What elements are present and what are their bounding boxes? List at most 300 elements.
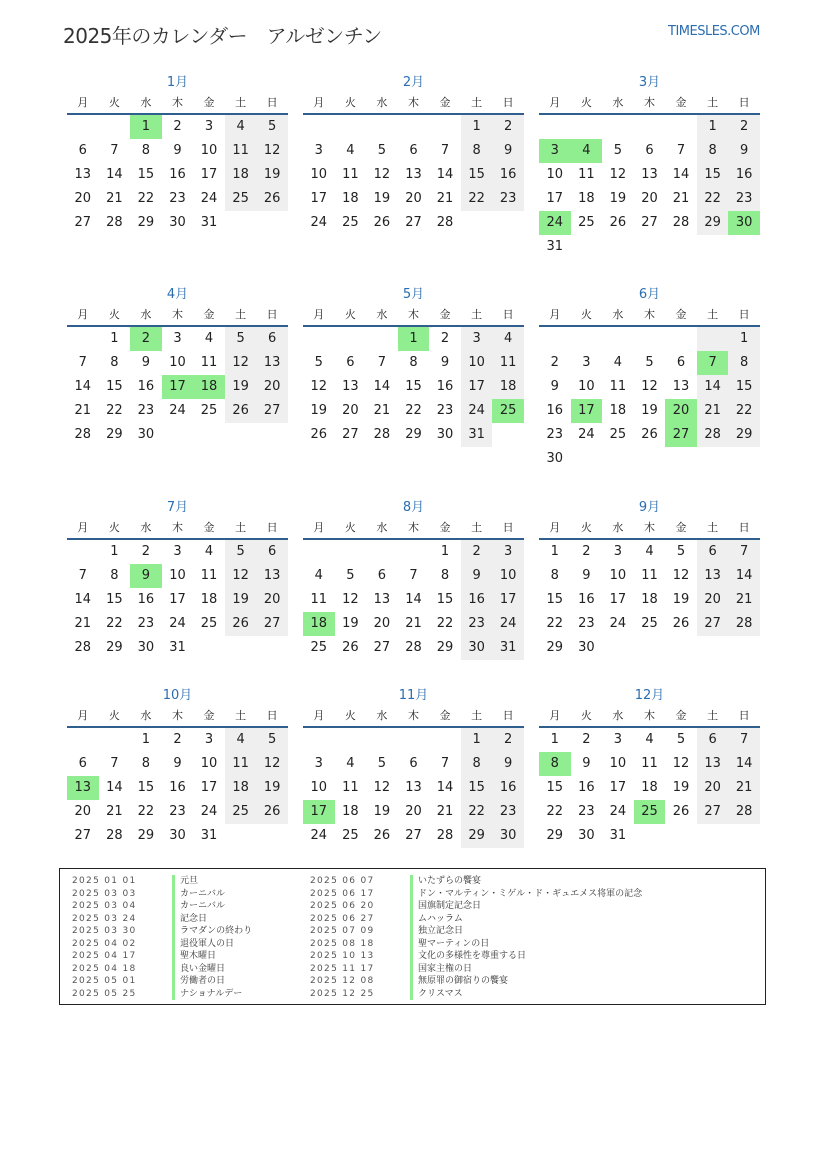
day-cell: 30 xyxy=(578,828,595,843)
weekday-label: 木 xyxy=(171,96,183,109)
holiday-date: 2025 08 18 xyxy=(310,938,375,949)
day-cell: 16 xyxy=(169,780,186,795)
weekday-label: 金 xyxy=(203,709,215,722)
day-cell: 12 xyxy=(225,564,257,588)
day-cell: 13 xyxy=(256,351,288,375)
empty-cell xyxy=(335,540,367,564)
day-cell: 28 xyxy=(373,427,391,442)
day-cell: 5 xyxy=(377,143,387,158)
empty-cell xyxy=(398,728,430,752)
weekday-label: 木 xyxy=(407,709,419,722)
day-cell: 15 xyxy=(697,163,729,187)
day-cell: 19 xyxy=(310,403,328,418)
holiday-list xyxy=(59,868,766,1005)
month-calendar xyxy=(303,285,524,447)
month-name: 7月 xyxy=(166,500,189,515)
holiday-row xyxy=(310,988,642,1001)
day-cell: 11 xyxy=(342,167,359,182)
day-cell: 11 xyxy=(492,351,524,375)
holiday-date: 2025 01 01 xyxy=(72,876,137,886)
day-cell: 3 xyxy=(492,540,524,564)
weekday-label: 日 xyxy=(738,709,750,722)
day-cell: 31 xyxy=(169,640,186,655)
holiday-row xyxy=(310,925,642,938)
day-cell: 22 xyxy=(436,616,454,631)
day-cell: 18 xyxy=(492,375,524,399)
day-cell: 10 xyxy=(609,568,627,583)
weekday-label: 金 xyxy=(675,521,687,534)
weekday-header xyxy=(67,93,288,115)
empty-cell xyxy=(366,540,398,564)
day-cell: 10 xyxy=(310,780,328,795)
weekday-label: 木 xyxy=(643,709,655,722)
holiday-date: 2025 07 09 xyxy=(310,926,375,936)
weekday-label: 火 xyxy=(344,96,356,109)
weekday-label: 日 xyxy=(266,709,278,722)
day-cell: 26 xyxy=(225,399,257,423)
day-cell: 21 xyxy=(728,776,760,800)
day-cell: 16 xyxy=(436,379,454,394)
weekday-header xyxy=(539,305,760,327)
day-grid xyxy=(67,327,288,447)
day-cell: 20 xyxy=(256,375,288,399)
day-cell: 8 xyxy=(141,756,151,771)
weekday-label: 日 xyxy=(502,308,514,321)
month-calendar xyxy=(67,73,288,235)
day-cell: 8 xyxy=(697,139,729,163)
empty-cell xyxy=(398,115,430,139)
empty-cell xyxy=(303,728,335,752)
day-cell: 17 xyxy=(492,588,524,612)
day-cell: 19 xyxy=(641,403,658,418)
empty-cell xyxy=(303,540,335,564)
day-cell: 28 xyxy=(728,612,760,636)
holiday-row xyxy=(310,950,642,963)
holiday-date: 2025 06 17 xyxy=(310,888,375,899)
month-name: 4月 xyxy=(166,287,189,302)
empty-cell xyxy=(697,327,729,351)
weekday-label: 火 xyxy=(108,709,120,722)
page-title: 2025年のカレンダー アルゼンチン xyxy=(63,24,382,48)
day-cell: 6 xyxy=(377,568,387,583)
day-cell: 20 xyxy=(641,191,658,206)
day-cell: 7 xyxy=(110,756,119,771)
day-cell: 11 xyxy=(310,592,328,607)
empty-cell xyxy=(634,235,666,259)
weekday-header xyxy=(539,518,760,540)
day-cell: 8 xyxy=(110,568,119,583)
day-cell: 30 xyxy=(578,640,595,655)
empty-cell xyxy=(602,636,634,660)
day-cell: 6 xyxy=(78,143,87,158)
day-cell: 24 xyxy=(609,616,627,631)
day-cell: 31 xyxy=(546,239,564,254)
weekday-label: 水 xyxy=(376,308,388,321)
weekday-label: 月 xyxy=(313,308,325,321)
day-cell: 16 xyxy=(137,379,155,394)
weekday-label: 土 xyxy=(707,521,719,534)
month-calendar xyxy=(67,686,288,848)
day-cell: 22 xyxy=(546,804,564,819)
holiday-row xyxy=(310,900,642,913)
day-cell: 28 xyxy=(405,640,422,655)
day-cell: 17 xyxy=(609,780,627,795)
day-cell: 9 xyxy=(582,756,591,771)
day-cell: 2 xyxy=(141,544,151,559)
day-cell: 29 xyxy=(546,640,564,655)
day-cell: 3 xyxy=(204,119,214,134)
day-cell: 26 xyxy=(672,616,690,631)
day-cell: 4 xyxy=(613,355,623,370)
weekday-label: 日 xyxy=(266,308,278,321)
day-cell: 27 xyxy=(405,215,422,230)
holiday-name: 国家主権の日 xyxy=(410,963,472,976)
month-name: 5月 xyxy=(402,287,425,302)
day-cell: 17 xyxy=(546,191,564,206)
weekday-label: 土 xyxy=(471,709,483,722)
weekday-label: 月 xyxy=(77,96,89,109)
day-cell: 9 xyxy=(173,143,182,158)
day-cell: 6 xyxy=(409,143,418,158)
day-cell: 10 xyxy=(609,756,627,771)
month-name: 8月 xyxy=(402,500,425,515)
day-cell: 3 xyxy=(204,732,214,747)
empty-cell xyxy=(335,115,367,139)
day-cell: 1 xyxy=(728,327,760,351)
weekday-label: 火 xyxy=(344,308,356,321)
month-name: 6月 xyxy=(638,287,661,302)
day-cell: 11 xyxy=(641,756,658,771)
weekday-label: 金 xyxy=(675,96,687,109)
day-cell: 31 xyxy=(609,828,627,843)
weekday-label: 日 xyxy=(502,709,514,722)
day-cell: 11 xyxy=(225,752,257,776)
weekday-label: 火 xyxy=(580,709,592,722)
day-cell: 2 xyxy=(461,540,493,564)
weekday-label: 月 xyxy=(77,308,89,321)
day-cell: 14 xyxy=(106,780,123,795)
day-cell: 17 xyxy=(571,399,603,423)
holiday-row xyxy=(72,900,252,913)
day-cell: 30 xyxy=(169,828,186,843)
month-calendar xyxy=(67,285,288,447)
day-cell: 26 xyxy=(342,640,359,655)
day-cell: 6 xyxy=(697,540,729,564)
day-cell: 6 xyxy=(676,355,686,370)
day-cell: 27 xyxy=(697,800,729,824)
day-cell: 19 xyxy=(672,592,690,607)
day-cell: 27 xyxy=(256,612,288,636)
empty-cell xyxy=(697,235,729,259)
day-cell: 20 xyxy=(373,616,391,631)
weekday-label: 水 xyxy=(376,96,388,109)
holiday-name: 退役軍人の日 xyxy=(172,938,234,951)
weekday-label: 月 xyxy=(549,308,561,321)
day-cell: 2 xyxy=(492,115,524,139)
day-cell: 15 xyxy=(436,592,454,607)
month-name: 12月 xyxy=(634,688,665,703)
day-cell: 4 xyxy=(314,568,323,583)
holiday-name: ナショナルデー xyxy=(172,988,242,1001)
day-cell: 7 xyxy=(728,728,760,752)
day-cell: 29 xyxy=(728,423,760,447)
day-cell: 2 xyxy=(582,732,591,747)
day-cell: 9 xyxy=(130,564,162,588)
day-cell: 18 xyxy=(641,592,658,607)
holiday-date: 2025 03 04 xyxy=(72,901,137,911)
day-cell: 22 xyxy=(405,403,422,418)
day-cell: 27 xyxy=(665,423,697,447)
weekday-label: 月 xyxy=(77,521,89,534)
empty-cell xyxy=(634,327,666,351)
weekday-label: 火 xyxy=(108,521,120,534)
day-cell: 10 xyxy=(169,568,186,583)
weekday-label: 金 xyxy=(203,521,215,534)
day-grid xyxy=(67,728,288,848)
day-cell: 14 xyxy=(728,752,760,776)
day-cell: 29 xyxy=(137,215,155,230)
day-cell: 15 xyxy=(461,163,493,187)
holiday-name: 無原罪の御宿りの饗宴 xyxy=(410,975,508,988)
day-cell: 30 xyxy=(169,215,186,230)
day-cell: 26 xyxy=(256,800,288,824)
day-cell: 24 xyxy=(200,804,218,819)
empty-cell xyxy=(366,327,398,351)
weekday-header xyxy=(303,706,524,728)
empty-cell xyxy=(697,447,729,471)
weekday-header xyxy=(67,706,288,728)
holiday-date: 2025 06 20 xyxy=(310,901,375,911)
day-cell: 4 xyxy=(204,331,214,346)
day-cell: 2 xyxy=(550,355,559,370)
month-calendar xyxy=(67,498,288,660)
day-cell: 30 xyxy=(436,427,454,442)
holiday-name: 元旦 xyxy=(172,875,198,888)
holiday-date: 2025 04 18 xyxy=(72,963,137,974)
day-cell: 3 xyxy=(582,355,591,370)
day-cell: 21 xyxy=(672,191,690,206)
weekday-label: 土 xyxy=(235,521,247,534)
day-cell: 29 xyxy=(106,640,123,655)
empty-cell xyxy=(728,636,760,660)
empty-cell xyxy=(67,327,99,351)
day-cell: 23 xyxy=(728,187,760,211)
weekday-label: 日 xyxy=(266,521,278,534)
day-cell: 7 xyxy=(728,540,760,564)
day-cell: 1 xyxy=(550,544,559,559)
day-cell: 12 xyxy=(342,592,359,607)
day-cell: 19 xyxy=(373,804,391,819)
day-grid xyxy=(539,327,760,471)
weekday-label: 木 xyxy=(171,308,183,321)
month-name: 10月 xyxy=(162,688,193,703)
weekday-label: 日 xyxy=(738,96,750,109)
day-cell: 23 xyxy=(461,612,493,636)
holiday-name: ドン・マルティン・ミゲル・ド・ギュエメス将軍の記念 xyxy=(410,888,642,901)
holiday-row xyxy=(72,963,252,976)
weekday-header xyxy=(303,93,524,115)
weekday-label: 日 xyxy=(266,96,278,109)
weekday-label: 日 xyxy=(502,96,514,109)
empty-cell xyxy=(539,115,571,139)
day-cell: 22 xyxy=(106,403,123,418)
day-cell: 2 xyxy=(173,732,182,747)
site-link[interactable]: TIMESLES.COM xyxy=(668,24,760,39)
day-cell: 1 xyxy=(398,327,430,351)
day-cell: 10 xyxy=(200,756,218,771)
weekday-label: 火 xyxy=(344,709,356,722)
day-cell: 9 xyxy=(492,139,524,163)
day-cell: 4 xyxy=(225,728,257,752)
day-cell: 5 xyxy=(314,355,323,370)
weekday-label: 金 xyxy=(439,308,451,321)
day-cell: 4 xyxy=(346,143,355,158)
day-cell: 9 xyxy=(461,564,493,588)
day-cell: 25 xyxy=(342,215,359,230)
holiday-date: 2025 10 13 xyxy=(310,951,375,961)
day-cell: 25 xyxy=(492,399,524,423)
day-grid xyxy=(303,728,524,848)
day-cell: 28 xyxy=(728,800,760,824)
day-cell: 26 xyxy=(373,828,391,843)
day-cell: 4 xyxy=(346,756,355,771)
empty-cell xyxy=(225,636,257,660)
day-cell: 25 xyxy=(641,616,658,631)
month-calendar xyxy=(539,686,760,848)
day-cell: 11 xyxy=(609,379,627,394)
day-cell: 6 xyxy=(409,756,418,771)
day-cell: 20 xyxy=(342,403,359,418)
day-cell: 21 xyxy=(728,588,760,612)
day-cell: 29 xyxy=(697,211,729,235)
day-cell: 19 xyxy=(342,616,359,631)
day-cell: 26 xyxy=(641,427,658,442)
weekday-label: 木 xyxy=(171,709,183,722)
weekday-label: 木 xyxy=(643,521,655,534)
holiday-row xyxy=(310,938,642,951)
day-cell: 9 xyxy=(728,139,760,163)
empty-cell xyxy=(665,327,697,351)
weekday-header xyxy=(67,305,288,327)
empty-cell xyxy=(571,447,603,471)
day-cell: 16 xyxy=(492,776,524,800)
day-cell: 18 xyxy=(641,780,658,795)
day-cell: 13 xyxy=(342,379,359,394)
day-cell: 13 xyxy=(67,776,99,800)
day-cell: 24 xyxy=(169,616,186,631)
empty-cell xyxy=(303,327,335,351)
holiday-list-right xyxy=(310,875,642,1000)
empty-cell xyxy=(492,211,524,235)
empty-cell xyxy=(492,423,524,447)
weekday-header xyxy=(539,706,760,728)
day-cell: 2 xyxy=(440,331,450,346)
day-cell: 4 xyxy=(645,732,654,747)
day-cell: 26 xyxy=(373,215,391,230)
day-cell: 20 xyxy=(665,399,697,423)
day-cell: 5 xyxy=(346,568,355,583)
day-cell: 22 xyxy=(461,187,493,211)
weekday-label: 日 xyxy=(738,308,750,321)
day-cell: 25 xyxy=(225,187,257,211)
day-cell: 26 xyxy=(310,427,328,442)
day-cell: 1 xyxy=(461,115,493,139)
day-cell: 21 xyxy=(373,403,391,418)
month-calendar xyxy=(539,73,760,259)
weekday-label: 土 xyxy=(707,308,719,321)
day-grid xyxy=(539,540,760,660)
day-cell: 14 xyxy=(672,167,690,182)
empty-cell xyxy=(665,636,697,660)
day-cell: 7 xyxy=(78,355,87,370)
day-cell: 11 xyxy=(342,780,359,795)
weekday-label: 金 xyxy=(203,308,215,321)
day-cell: 21 xyxy=(106,191,123,206)
holiday-date: 2025 11 17 xyxy=(310,963,375,974)
holiday-row xyxy=(72,875,252,888)
holiday-name: 聖木曜日 xyxy=(172,950,216,963)
day-cell: 28 xyxy=(436,215,454,230)
day-cell: 8 xyxy=(110,355,119,370)
holiday-name: カーニバル xyxy=(172,888,225,901)
day-cell: 20 xyxy=(405,191,422,206)
empty-cell xyxy=(398,540,430,564)
day-cell: 22 xyxy=(137,191,155,206)
day-cell: 1 xyxy=(110,331,119,346)
day-cell: 1 xyxy=(697,115,729,139)
weekday-label: 水 xyxy=(140,709,152,722)
day-cell: 30 xyxy=(492,824,524,848)
weekday-label: 木 xyxy=(643,96,655,109)
day-cell: 25 xyxy=(200,403,218,418)
day-cell: 12 xyxy=(609,167,627,182)
day-cell: 29 xyxy=(137,828,155,843)
day-cell: 14 xyxy=(74,592,92,607)
day-cell: 14 xyxy=(436,167,454,182)
empty-cell xyxy=(225,423,257,447)
day-cell: 27 xyxy=(697,612,729,636)
empty-cell xyxy=(225,211,257,235)
empty-cell xyxy=(256,824,288,848)
day-cell: 23 xyxy=(492,187,524,211)
day-cell: 23 xyxy=(546,427,564,442)
day-cell: 8 xyxy=(550,568,559,583)
day-cell: 7 xyxy=(440,143,450,158)
weekday-label: 月 xyxy=(77,709,89,722)
day-cell: 19 xyxy=(225,588,257,612)
empty-cell xyxy=(602,447,634,471)
day-cell: 24 xyxy=(461,399,493,423)
day-cell: 12 xyxy=(256,139,288,163)
day-cell: 12 xyxy=(641,379,658,394)
day-cell: 25 xyxy=(609,427,627,442)
day-cell: 24 xyxy=(609,804,627,819)
holiday-row xyxy=(310,913,642,926)
day-cell: 27 xyxy=(641,215,658,230)
day-cell: 24 xyxy=(492,612,524,636)
weekday-label: 金 xyxy=(675,308,687,321)
day-cell: 27 xyxy=(342,427,359,442)
day-cell: 8 xyxy=(728,351,760,375)
holiday-row xyxy=(310,875,642,888)
day-cell: 27 xyxy=(373,640,391,655)
weekday-label: 木 xyxy=(407,96,419,109)
weekday-header xyxy=(303,305,524,327)
day-cell: 29 xyxy=(106,427,123,442)
weekday-label: 月 xyxy=(313,521,325,534)
day-cell: 20 xyxy=(74,191,92,206)
weekday-label: 土 xyxy=(235,308,247,321)
